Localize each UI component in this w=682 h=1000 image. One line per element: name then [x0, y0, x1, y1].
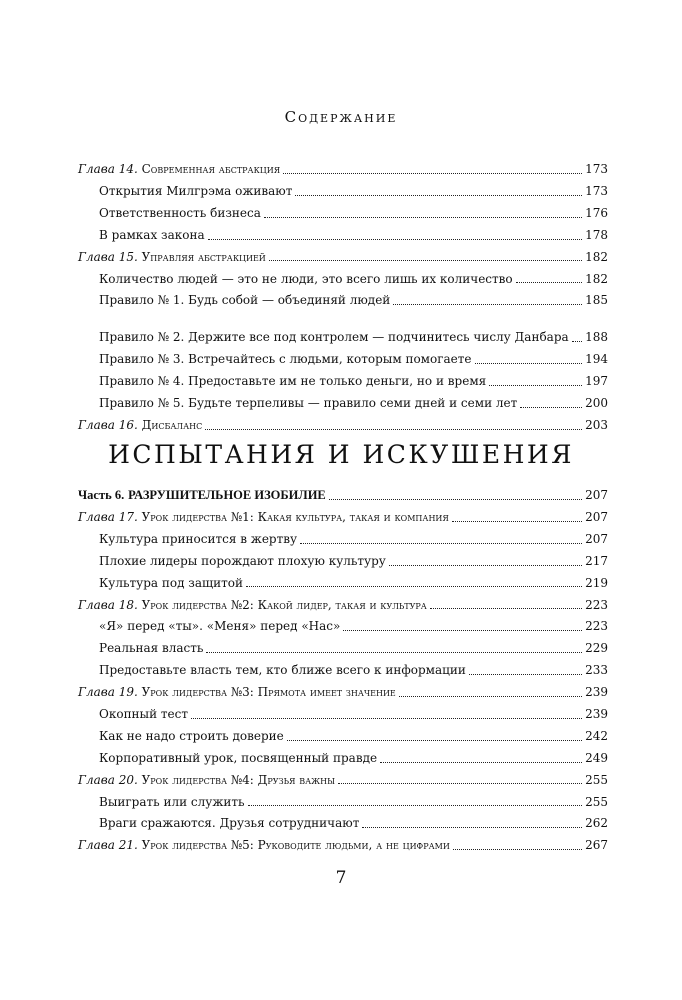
chapter-prefix: Глава 17.	[78, 509, 138, 524]
toc-page-number: 207	[585, 488, 608, 503]
toc-section-entry	[78, 389, 608, 411]
dot-leader	[300, 543, 582, 544]
toc-section-entry	[78, 525, 608, 547]
toc-section-entry	[78, 700, 608, 722]
chapter-title: Урок лидерства №1: Какая культура, такая и компания	[141, 509, 449, 524]
toc-page-number: 249	[585, 750, 608, 765]
toc-chapter-entry	[78, 155, 608, 177]
dot-leader	[469, 674, 582, 675]
section-title: Правило № 2. Держите все под контролем — подчинитесь числу Данбара	[99, 330, 569, 345]
toc-page-number: 223	[585, 597, 608, 612]
toc-chapter-entry	[78, 243, 608, 265]
toc-chapter-entry	[78, 590, 608, 612]
dot-leader	[362, 827, 582, 828]
chapter-prefix: Глава 18.	[78, 597, 138, 612]
toc-chapter-entry	[78, 503, 608, 525]
toc-chapter-entry	[78, 678, 608, 700]
toc-page-number: 207	[585, 531, 608, 546]
chapter-prefix: Глава 16.	[78, 418, 138, 432]
toc-page-number: 182	[585, 271, 608, 286]
dot-leader	[206, 652, 582, 653]
part-title-text: РАЗРУШИТЕЛЬНОЕ ИЗОБИЛИЕ	[128, 488, 326, 503]
dot-leader	[399, 696, 582, 697]
section-title: Правило № 3. Встречайтесь с людьми, которым помогаете	[99, 352, 472, 367]
toc-section-entry	[78, 264, 608, 286]
toc-section-entry	[78, 787, 608, 809]
toc-section-entry	[78, 345, 608, 367]
section-title: В рамках закона	[99, 227, 205, 242]
section-title: Корпоративный урок, посвященный правде	[99, 750, 378, 765]
toc-section-entry	[78, 809, 608, 831]
toc-section-2	[78, 481, 608, 853]
dot-leader	[287, 740, 582, 741]
chapter-title: Дисбаланс	[141, 418, 203, 432]
toc-section-entry	[78, 744, 608, 766]
dot-leader	[389, 565, 582, 566]
section-title: Правило № 1. Будь собой — объединяй людей	[99, 293, 391, 308]
chapter-prefix: Глава 20.	[78, 772, 138, 787]
dot-leader	[475, 363, 583, 364]
dot-leader	[520, 407, 582, 408]
dot-leader	[208, 239, 582, 240]
chapter-prefix: Глава 15.	[78, 249, 138, 264]
toc-section-entry	[78, 634, 608, 656]
toc-page-number: 188	[585, 330, 608, 345]
toc-chapter-entry	[78, 831, 608, 853]
dot-leader	[452, 521, 582, 522]
toc-section-entry	[78, 177, 608, 199]
section-title: Предоставьте власть тем, кто ближе всего к информации	[99, 663, 466, 678]
dot-leader	[489, 385, 582, 386]
page-number: 7	[335, 868, 347, 888]
chapter-title: Современная абстракция	[141, 162, 281, 177]
toc-page-number: 178	[585, 227, 608, 242]
section-title: Окопный тест	[99, 707, 189, 721]
chapter-title: Управляя абстракцией	[141, 249, 266, 264]
dot-leader	[430, 608, 582, 609]
chapter-title: Урок лидерства №5: Руководите людьми, а не цифрами	[141, 838, 450, 853]
toc-page-number: 262	[585, 816, 608, 831]
toc-page-number: 173	[585, 183, 608, 198]
toc-title: Содержание	[284, 108, 398, 126]
toc-page-number: 267	[585, 838, 608, 853]
toc-section-entry	[78, 656, 608, 678]
chapter-title: Урок лидерства №2: Какой лидер, такая и культура	[141, 597, 427, 612]
chapter-title: Урок лидерства №3: Прямота имеет значение	[141, 685, 396, 700]
toc-page-number: 233	[585, 663, 608, 678]
section-title: Как не надо строить доверие	[99, 728, 284, 743]
dot-leader	[393, 304, 582, 305]
toc-page-number: 255	[585, 794, 608, 809]
chapter-title: Урок лидерства №4: Друзья важны	[141, 772, 336, 787]
toc-page-number: 223	[585, 619, 608, 634]
dot-leader	[295, 195, 582, 196]
toc-section-entry	[78, 612, 608, 634]
toc-page-number: 239	[585, 685, 608, 700]
toc-section-entry	[78, 308, 608, 345]
part-prefix: Часть 6.	[78, 488, 125, 503]
toc-page-number: 203	[585, 418, 608, 432]
dot-leader	[283, 173, 582, 174]
section-title: Открытия Милгрэма оживают	[99, 183, 293, 198]
toc-section-entry	[78, 221, 608, 243]
dot-leader	[338, 783, 582, 784]
toc-section-entry	[78, 722, 608, 744]
toc-part-entry	[78, 481, 608, 503]
toc-section-entry	[78, 286, 608, 308]
toc-chapter-entry	[78, 411, 608, 433]
section-title: Враги сражаются. Друзья сотрудничают	[99, 816, 360, 831]
dot-leader	[205, 429, 582, 430]
toc-section-entry	[78, 199, 608, 221]
dot-leader	[269, 260, 582, 261]
chapter-prefix: Глава 14.	[78, 162, 138, 177]
toc-page-number: 173	[585, 162, 608, 177]
section-title: Культура приносится в жертву	[99, 531, 298, 546]
section-title: Количество людей — это не люди, это всего лишь их количество	[99, 271, 513, 286]
section-title: Правило № 4. Предоставьте им не только деньги, но и время	[99, 374, 487, 389]
chapter-prefix: Глава 19.	[78, 685, 138, 700]
toc-page-number: 255	[585, 772, 608, 787]
toc-section-1	[78, 155, 608, 433]
section-title: Ответственность бизнеса	[99, 205, 261, 220]
dot-leader	[516, 282, 582, 283]
section-title: Плохие лидеры порождают плохую культуру	[99, 553, 386, 568]
chapter-prefix: Глава 21.	[78, 838, 138, 853]
section-title: Выиграть или служить	[99, 794, 245, 809]
dot-leader	[343, 630, 582, 631]
toc-page-number: 207	[585, 509, 608, 524]
toc-chapter-entry	[78, 766, 608, 788]
toc-page-number: 217	[585, 553, 608, 568]
dot-leader	[264, 217, 582, 218]
section-title: Правило № 5. Будьте терпеливы — правило семи дней и семи лет	[99, 396, 518, 411]
dot-leader	[572, 341, 582, 342]
dot-leader	[248, 805, 583, 806]
section-title: Культура под защитой	[99, 575, 243, 590]
section-title: «Я» перед «ты». «Меня» перед «Нас»	[99, 619, 341, 634]
toc-page-number: 242	[585, 728, 608, 743]
toc-page-number: 176	[585, 205, 608, 220]
toc-page-number: 200	[585, 396, 608, 411]
toc-page-number: 219	[585, 575, 608, 590]
toc-page-number: 197	[585, 374, 608, 389]
section-title: Реальная власть	[99, 641, 204, 656]
toc-page-number: 239	[585, 707, 608, 721]
toc-section-entry	[78, 569, 608, 591]
dot-leader	[246, 586, 582, 587]
toc-page-number: 229	[585, 641, 608, 656]
dot-leader	[453, 849, 582, 850]
toc-section-entry	[78, 547, 608, 569]
toc-page-number: 185	[585, 293, 608, 308]
toc-section-entry	[78, 367, 608, 389]
dot-leader	[329, 499, 582, 500]
dot-leader	[380, 762, 582, 763]
toc-page-number: 194	[585, 352, 608, 367]
toc-page-number: 182	[585, 249, 608, 264]
dot-leader	[191, 718, 582, 719]
part-title: ИСПЫТАНИЯ И ИСКУШЕНИЯ	[108, 440, 574, 469]
